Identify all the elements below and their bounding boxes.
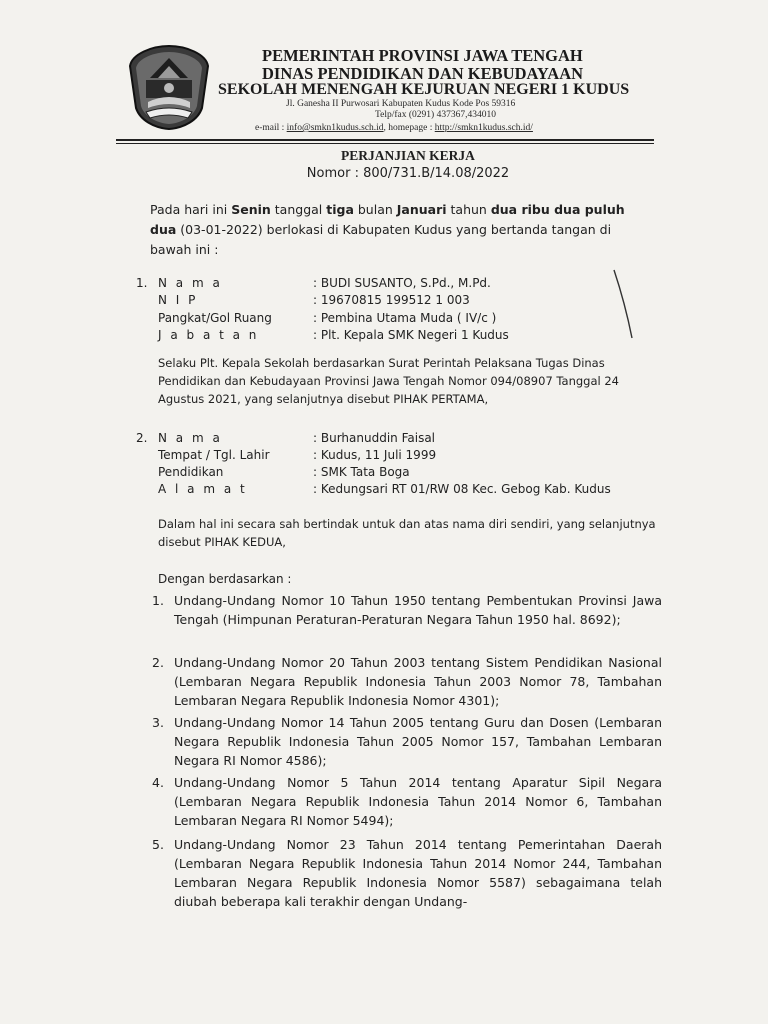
- law-item: [152, 653, 662, 710]
- party1-value-name: : BUDI SUSANTO, S.Pd., M.Pd.: [313, 276, 491, 290]
- email-link[interactable]: info@smkn1kudus.sch.id: [286, 123, 384, 133]
- letterhead-line-3: SEKOLAH MENENGAH KEJURUAN NEGERI 1 KUDUS: [218, 81, 630, 98]
- year-words: dua ribu dua puluh dua: [150, 202, 625, 237]
- party1-number: 1.: [136, 276, 148, 290]
- law-number: 2.: [152, 655, 164, 670]
- party2-number: 2.: [136, 431, 148, 445]
- letterhead-divider-thin: [116, 143, 654, 144]
- document-number: Nomor : 800/731.B/14.08/2022: [306, 166, 510, 181]
- party1-value-position: : Plt. Kepala SMK Negeri 1 Kudus: [313, 328, 509, 342]
- letterhead-divider: [116, 139, 654, 141]
- party1-label-position: J a b a t a n: [158, 328, 259, 342]
- opening-paragraph: Pada hari ini Senin tanggal tiga bulan Januari tahun dua ribu dua puluh dua (03-01-2022) berlokasi di Kabupaten Kudus yang bertanda tangan di bawah ini :: [150, 202, 625, 257]
- document-title: PERJANJIAN KERJA: [341, 148, 475, 163]
- letterhead-line-1: PEMERINTAH PROVINSI JAWA TENGAH: [262, 46, 583, 65]
- homepage-link[interactable]: http://smkn1kudus.sch.id/: [434, 123, 533, 133]
- day-name: Senin: [231, 202, 271, 217]
- law-number: 3.: [152, 715, 164, 730]
- party2-value-name: : Burhanuddin Faisal: [313, 431, 436, 445]
- party1-description: Selaku Plt. Kepala Sekolah berdasarkan Surat Perintah Pelaksana Tugas Dinas Pendidikan dan Kebudayaan Provinsi Jawa Tengah Nomor 094/08907 Tanggal 24 Agustus 2021, yang selanjutnya disebut PIHAK PERTAMA,: [158, 356, 619, 406]
- law-number: 1.: [152, 593, 164, 608]
- law-text: Undang-Undang Nomor 5 Tahun 2014 tentang Aparatur Sipil Negara (Lembaran Negara Republik Indonesia Tahun 2014 Nomor 6, Tambahan Lembaran Negara RI Nomor 5494);: [174, 775, 662, 828]
- homepage-label: , homepage :: [383, 123, 435, 133]
- party1-label-rank: Pangkat/Gol Ruang: [158, 311, 272, 325]
- letterhead-line-2: DINAS PENDIDIKAN DAN KEBUDAYAAN: [262, 64, 584, 83]
- law-text: Undang-Undang Nomor 14 Tahun 2005 tentang Guru dan Dosen (Lembaran Negara Republik Indonesia Tahun 2005 Nomor 157, Tambahan Lembaran Negara RI Nomor 4586);: [174, 715, 662, 768]
- party2-value-education: : SMK Tata Boga: [313, 465, 410, 479]
- jawa-tengah-emblem-icon: [128, 44, 210, 130]
- party2-description: Dalam hal ini secara sah bertindak untuk dan atas nama diri sendiri, yang selanjutnya disebut PIHAK KEDUA,: [158, 517, 656, 549]
- month-name: Januari: [396, 202, 447, 217]
- party2-label-birth: Tempat / Tgl. Lahir: [158, 448, 270, 462]
- law-item: [152, 591, 662, 629]
- party2-value-address: : Kedungsari RT 01/RW 08 Kec. Gebog Kab. Kudus: [313, 482, 611, 496]
- email-label: e-mail :: [255, 123, 287, 133]
- law-item: [152, 773, 662, 830]
- party1-label-nip: N I P: [158, 293, 198, 307]
- law-text: Undang-Undang Nomor 20 Tahun 2003 tentang Sistem Pendidikan Nasional (Lembaran Negara Republik Indonesia Tahun 2003 Nomor 78, Tambahan Lembaran Negara Republik Indonesia Nomor 4301);: [174, 655, 662, 708]
- party2-label-education: Pendidikan: [158, 465, 224, 479]
- law-text: Undang-Undang Nomor 10 Tahun 1950 tentang Pembentukan Provinsi Jawa Tengah (Himpunan Peraturan-Peraturan Negara Tahun 1950 hal. 8692);: [174, 593, 662, 627]
- letterhead-phone: Telp/fax (0291) 437367,434010: [375, 110, 496, 120]
- pen-mark: [612, 268, 636, 342]
- letterhead-contact: [255, 123, 533, 133]
- date-word: tiga: [326, 202, 354, 217]
- law-item: [152, 835, 662, 911]
- basis-heading: Dengan berdasarkan :: [158, 572, 292, 586]
- letterhead-address: Jl. Ganesha II Purwosari Kabupaten Kudus Kode Pos 59316: [286, 99, 516, 109]
- party2-value-birth: : Kudus, 11 Juli 1999: [313, 448, 437, 462]
- party2-label-name: N a m a: [158, 431, 223, 445]
- party1-value-rank: : Pembina Utama Muda ( IV/c ): [313, 311, 497, 325]
- law-number: 5.: [152, 837, 164, 852]
- law-number: 4.: [152, 775, 164, 790]
- law-item: [152, 713, 662, 770]
- party2-label-address: A l a m a t: [158, 482, 248, 496]
- party1-label-name: N a m a: [158, 276, 223, 290]
- party1-value-nip: : 19670815 199512 1 003: [313, 293, 470, 307]
- law-text: Undang-Undang Nomor 23 Tahun 2014 tentang Pemerintahan Daerah (Lembaran Negara Republik Indonesia Tahun 2014 Nomor 244, Tambahan Lembaran Negara Republik Indonesia Nomor 5587) sebagaimana telah diubah beberapa kali terakhir dengan Undang-: [174, 837, 662, 909]
